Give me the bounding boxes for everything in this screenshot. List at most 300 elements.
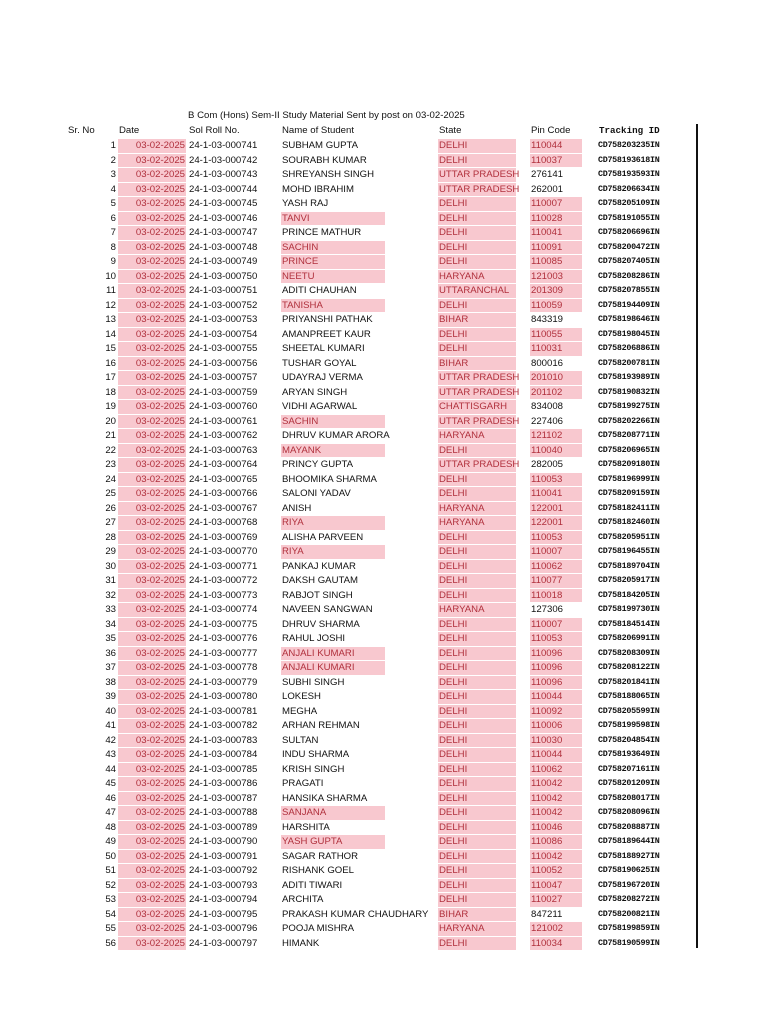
pin-code-cell: 110085 <box>530 255 582 269</box>
date-cell: 03-02-2025 <box>118 850 186 864</box>
tracking-id-cell: CD758205109IN <box>598 198 660 208</box>
roll-no-cell: 24-1-03-000744 <box>189 183 258 195</box>
state-cell: DELHI <box>438 342 516 356</box>
tracking-id-cell: CD758205599IN <box>598 705 660 716</box>
pin-code-cell: 201309 <box>530 284 582 298</box>
pin-code-cell: 110062 <box>530 763 582 777</box>
table-row <box>0 212 768 227</box>
tracking-id-cell: CD758205917IN <box>598 575 660 585</box>
date-cell: 03-02-2025 <box>118 212 186 226</box>
sr-no-cell: 28 <box>105 531 116 543</box>
table-row <box>0 502 768 517</box>
state-cell: DELHI <box>438 705 516 719</box>
student-name-cell: ARYAN SINGH <box>282 386 348 398</box>
date-cell: 03-02-2025 <box>118 705 186 719</box>
student-name-cell: YASH RAJ <box>282 198 329 209</box>
roll-no-cell: 24-1-03-000785 <box>189 763 258 775</box>
tracking-id-cell: CD758202266IN <box>598 415 660 426</box>
pin-code-cell: 201102 <box>530 386 582 400</box>
state-cell: DELHI <box>438 792 516 806</box>
sr-no-cell: 30 <box>105 560 116 572</box>
roll-no-cell: 24-1-03-000783 <box>189 734 258 746</box>
sr-no-cell: 10 <box>105 270 116 282</box>
roll-no-cell: 24-1-03-000787 <box>189 792 258 804</box>
roll-no-cell: 24-1-03-000749 <box>189 256 258 267</box>
pin-code-cell: 110091 <box>530 241 582 255</box>
state-cell: HARYANA <box>438 516 516 530</box>
tracking-id-cell: CD758200821IN <box>598 908 660 919</box>
roll-no-cell: 24-1-03-000766 <box>189 488 258 499</box>
table-row <box>0 226 768 241</box>
student-name-cell: PRAKASH KUMAR CHAUDHARY <box>282 908 429 920</box>
sr-no-cell: 26 <box>105 502 116 514</box>
state-cell: DELHI <box>438 473 516 487</box>
table-row <box>0 299 768 314</box>
tracking-id-cell: CD758201841IN <box>598 676 660 687</box>
date-cell: 03-02-2025 <box>118 719 186 733</box>
roll-no-cell: 24-1-03-000748 <box>189 241 258 253</box>
state-cell: DELHI <box>438 212 516 226</box>
table-row <box>0 545 768 560</box>
sr-no-cell: 17 <box>105 372 116 383</box>
pin-code-cell: 110044 <box>530 139 582 153</box>
date-cell: 03-02-2025 <box>118 313 186 327</box>
sr-no-cell: 49 <box>105 836 116 847</box>
tracking-id-cell: CD758182411IN <box>598 502 660 513</box>
date-cell: 03-02-2025 <box>118 545 186 559</box>
student-name-cell: ALISHA PARVEEN <box>282 531 364 543</box>
roll-no-cell: 24-1-03-000789 <box>189 821 258 833</box>
state-cell: DELHI <box>438 821 516 835</box>
pin-code-cell: 847211 <box>531 908 563 920</box>
date-cell: 03-02-2025 <box>118 864 186 878</box>
table-row <box>0 139 768 154</box>
pin-code-cell: 110055 <box>530 328 582 342</box>
tracking-id-cell: CD758207161IN <box>598 763 660 774</box>
date-cell: 03-02-2025 <box>118 603 186 617</box>
student-name-cell: KRISH SINGH <box>282 763 345 775</box>
roll-no-cell: 24-1-03-000794 <box>189 894 258 905</box>
student-name-cell: LOKESH <box>282 691 321 702</box>
sr-no-cell: 33 <box>105 604 116 615</box>
pin-code-cell: 122001 <box>530 502 582 516</box>
tracking-id-cell: CD758191055IN <box>598 212 660 223</box>
student-name-cell: POOJA MISHRA <box>282 923 354 934</box>
pin-code-cell: 262001 <box>531 183 564 195</box>
state-cell: DELHI <box>438 545 516 559</box>
tracking-id-cell: CD758184514IN <box>598 618 660 629</box>
table-row <box>0 473 768 488</box>
student-name-cell: SALONI YADAV <box>282 488 351 499</box>
table-row <box>0 357 768 372</box>
date-cell: 03-02-2025 <box>118 690 186 704</box>
tracking-id-cell: CD758209159IN <box>598 488 660 498</box>
tracking-id-cell: CD758199730IN <box>598 604 660 614</box>
table-row <box>0 328 768 343</box>
table-row <box>0 748 768 763</box>
table-row <box>0 574 768 589</box>
pin-code-cell: 110086 <box>530 835 582 849</box>
roll-no-cell: 24-1-03-000747 <box>189 227 258 238</box>
date-cell: 03-02-2025 <box>118 632 186 646</box>
state-cell: CHATTISGARH <box>438 400 516 414</box>
tracking-id-cell: CD758201209IN <box>598 778 660 788</box>
student-name-cell: VIDHI AGARWAL <box>282 401 358 412</box>
roll-no-cell: 24-1-03-000765 <box>189 473 258 485</box>
table-row <box>0 531 768 546</box>
state-cell: UTTARANCHAL <box>438 284 516 298</box>
roll-no-cell: 24-1-03-000751 <box>189 285 258 296</box>
student-name-cell: NEETU <box>281 270 385 284</box>
pin-code-cell: 110053 <box>530 473 582 487</box>
sr-no-cell: 13 <box>105 314 116 325</box>
state-cell: DELHI <box>438 139 516 153</box>
tracking-id-cell: CD758208096IN <box>598 807 660 817</box>
date-cell: 03-02-2025 <box>118 458 186 472</box>
state-cell: DELHI <box>438 835 516 849</box>
table-row <box>0 676 768 691</box>
table-row <box>0 821 768 836</box>
table-row <box>0 850 768 865</box>
pin-code-cell: 110047 <box>530 879 582 893</box>
pin-code-cell: 110007 <box>530 545 582 559</box>
tracking-id-cell: CD758198045IN <box>598 328 660 339</box>
pin-code-cell: 227406 <box>531 415 564 427</box>
roll-no-cell: 24-1-03-000777 <box>189 647 258 659</box>
date-cell: 03-02-2025 <box>118 835 186 849</box>
state-cell: DELHI <box>438 647 516 661</box>
roll-no-cell: 24-1-03-000768 <box>189 517 258 528</box>
state-cell: DELHI <box>438 937 516 951</box>
header-pin-code: Pin Code <box>531 125 571 136</box>
student-name-cell: RIYA <box>281 516 385 530</box>
pin-code-cell: 127306 <box>531 604 564 615</box>
date-cell: 03-02-2025 <box>118 661 186 675</box>
header-tracking-id: Tracking ID <box>599 125 660 136</box>
student-name-cell: MEGHA <box>282 705 318 717</box>
state-cell: HARYANA <box>438 429 516 443</box>
table-row <box>0 197 768 212</box>
student-name-cell: SAGAR RATHOR <box>282 850 359 862</box>
state-cell: UTTAR PRADESH <box>439 459 520 470</box>
state-cell: DELHI <box>438 328 516 342</box>
student-name-cell: TANVI <box>281 212 385 226</box>
date-cell: 03-02-2025 <box>118 357 186 371</box>
sr-no-cell: 7 <box>110 227 116 238</box>
state-cell: DELHI <box>438 806 516 820</box>
roll-no-cell: 24-1-03-000746 <box>189 212 258 224</box>
tracking-id-cell: CD758193649IN <box>598 749 660 759</box>
student-name-cell: HARSHITA <box>282 821 330 833</box>
student-name-cell: SACHIN <box>281 415 385 429</box>
sr-no-cell: 36 <box>105 647 116 659</box>
tracking-id-cell: CD758209180IN <box>598 459 660 469</box>
roll-no-cell: 24-1-03-000741 <box>189 140 258 151</box>
date-cell: 03-02-2025 <box>118 908 186 922</box>
sr-no-cell: 22 <box>105 444 116 456</box>
pin-code-cell: 110042 <box>530 850 582 864</box>
roll-no-cell: 24-1-03-000796 <box>189 923 258 934</box>
tracking-id-cell: CD758196720IN <box>598 879 660 890</box>
roll-no-cell: 24-1-03-000743 <box>189 169 258 180</box>
tracking-id-cell: CD758208122IN <box>598 662 660 672</box>
roll-no-cell: 24-1-03-000760 <box>189 401 258 412</box>
table-row <box>0 908 768 923</box>
table-row <box>0 922 768 937</box>
tracking-id-cell: CD758184205IN <box>598 589 660 600</box>
date-cell: 03-02-2025 <box>118 748 186 762</box>
roll-no-cell: 24-1-03-000753 <box>189 314 258 325</box>
pin-code-cell: 110096 <box>530 647 582 661</box>
pin-code-cell: 110042 <box>530 777 582 791</box>
student-name-cell: PRINCE MATHUR <box>282 227 362 238</box>
tracking-id-cell: CD758196999IN <box>598 473 660 484</box>
tracking-id-cell: CD758207855IN <box>598 285 660 295</box>
table-row <box>0 241 768 256</box>
pin-code-cell: 110007 <box>530 618 582 632</box>
tracking-id-cell: CD758198646IN <box>598 314 660 324</box>
state-cell: UTTAR PRADESH <box>439 372 520 383</box>
date-cell: 03-02-2025 <box>118 589 186 603</box>
sr-no-cell: 18 <box>105 386 116 398</box>
roll-no-cell: 24-1-03-000754 <box>189 328 258 340</box>
student-name-cell: RAHUL JOSHI <box>282 633 346 644</box>
roll-no-cell: 24-1-03-000761 <box>189 415 258 427</box>
sr-no-cell: 40 <box>105 705 116 717</box>
table-row <box>0 879 768 894</box>
sr-no-cell: 19 <box>105 401 116 412</box>
sr-no-cell: 29 <box>105 546 116 557</box>
pin-code-cell: 110077 <box>530 574 582 588</box>
student-name-cell: PRAGATI <box>282 778 324 789</box>
state-cell: DELHI <box>438 487 516 501</box>
pin-code-cell: 121102 <box>530 429 582 443</box>
date-cell: 03-02-2025 <box>118 893 186 907</box>
header-date: Date <box>119 125 140 136</box>
tracking-id-cell: CD758200781IN <box>598 357 660 368</box>
tracking-id-cell: CD758193618IN <box>598 154 660 165</box>
state-cell: UTTAR PRADESH <box>439 183 520 195</box>
student-name-cell: SULTAN <box>282 734 319 746</box>
tracking-id-cell: CD758207405IN <box>598 256 660 266</box>
pin-code-cell: 121003 <box>530 270 582 284</box>
table-row <box>0 618 768 633</box>
tracking-id-cell: CD758206696IN <box>598 227 660 237</box>
tracking-id-cell: CD758193989IN <box>598 372 660 382</box>
tracking-id-cell: CD758188927IN <box>598 850 660 861</box>
roll-no-cell: 24-1-03-000763 <box>189 444 258 456</box>
sr-no-cell: 39 <box>105 691 116 702</box>
date-cell: 03-02-2025 <box>118 284 186 298</box>
state-cell: DELHI <box>438 618 516 632</box>
pin-code-cell: 110096 <box>530 676 582 690</box>
date-cell: 03-02-2025 <box>118 734 186 748</box>
sr-no-cell: 12 <box>105 299 116 311</box>
table-row <box>0 516 768 531</box>
date-cell: 03-02-2025 <box>118 386 186 400</box>
date-cell: 03-02-2025 <box>118 270 186 284</box>
date-cell: 03-02-2025 <box>118 922 186 936</box>
state-cell: DELHI <box>438 879 516 893</box>
student-name-cell: AMANPREET KAUR <box>282 328 371 340</box>
tracking-id-cell: CD758182460IN <box>598 517 660 527</box>
sr-no-cell: 3 <box>110 169 116 180</box>
header-sr-no: Sr. No <box>68 125 95 136</box>
state-cell: DELHI <box>438 734 516 748</box>
student-name-cell: BHOOMIKA SHARMA <box>282 473 377 485</box>
student-name-cell: DHRUV SHARMA <box>282 618 360 630</box>
student-table <box>0 139 768 951</box>
tracking-id-cell: CD758200472IN <box>598 241 660 252</box>
student-name-cell: ADITI CHAUHAN <box>282 285 357 296</box>
pin-code-cell: 110006 <box>530 719 582 733</box>
sr-no-cell: 52 <box>105 879 116 891</box>
pin-code-cell: 110062 <box>530 560 582 574</box>
tracking-id-cell: CD758208286IN <box>598 270 660 281</box>
tracking-id-cell: CD758208017IN <box>598 792 660 803</box>
state-cell: DELHI <box>438 444 516 458</box>
sr-no-cell: 23 <box>105 459 116 470</box>
state-cell: HARYANA <box>438 603 516 617</box>
table-row <box>0 487 768 502</box>
sr-no-cell: 24 <box>105 473 116 485</box>
sr-no-cell: 1 <box>110 140 116 151</box>
sr-no-cell: 14 <box>105 328 116 340</box>
date-cell: 03-02-2025 <box>118 777 186 791</box>
pin-code-cell: 800016 <box>531 357 564 369</box>
state-cell: DELHI <box>438 226 516 240</box>
student-name-cell: UDAYRAJ VERMA <box>282 372 363 383</box>
student-name-cell: SHEETAL KUMARI <box>282 343 365 354</box>
student-name-cell: PRIYANSHI PATHAK <box>282 314 373 325</box>
state-cell: DELHI <box>438 574 516 588</box>
tracking-id-cell: CD758189644IN <box>598 836 660 846</box>
table-row <box>0 937 768 952</box>
table-row <box>0 255 768 270</box>
sr-no-cell: 16 <box>105 357 116 369</box>
state-cell: HARYANA <box>438 502 516 516</box>
pin-code-cell: 110053 <box>530 531 582 545</box>
state-cell: UTTAR PRADESH <box>439 386 520 398</box>
pin-code-cell: 282005 <box>531 459 564 470</box>
roll-no-cell: 24-1-03-000778 <box>189 662 258 673</box>
state-cell: DELHI <box>438 531 516 545</box>
pin-code-cell: 276141 <box>531 169 564 180</box>
sr-no-cell: 55 <box>105 923 116 934</box>
sr-no-cell: 32 <box>105 589 116 601</box>
state-cell: BIHAR <box>438 908 516 922</box>
roll-no-cell: 24-1-03-000782 <box>189 720 258 731</box>
roll-no-cell: 24-1-03-000790 <box>189 836 258 847</box>
student-name-cell: SACHIN <box>281 241 385 255</box>
tracking-id-cell: CD758190625IN <box>598 865 660 875</box>
pin-code-cell: 201010 <box>530 371 582 385</box>
student-name-cell: TANISHA <box>281 299 385 313</box>
table-row <box>0 168 768 183</box>
sr-no-cell: 50 <box>105 850 116 862</box>
student-name-cell: RABJOT SINGH <box>282 589 353 601</box>
student-name-cell: MAYANK <box>281 444 385 458</box>
roll-no-cell: 24-1-03-000793 <box>189 879 258 891</box>
state-cell: HARYANA <box>438 922 516 936</box>
pin-code-cell: 110031 <box>530 342 582 356</box>
state-cell: DELHI <box>438 661 516 675</box>
state-cell: DELHI <box>438 632 516 646</box>
date-cell: 03-02-2025 <box>118 255 186 269</box>
tracking-id-cell: CD758188065IN <box>598 691 660 701</box>
student-name-cell: INDU SHARMA <box>282 749 350 760</box>
date-cell: 03-02-2025 <box>118 415 186 429</box>
sr-no-cell: 15 <box>105 343 116 354</box>
table-row <box>0 342 768 357</box>
student-name-cell: ADITI TIWARI <box>282 879 343 891</box>
roll-no-cell: 24-1-03-000742 <box>189 154 258 166</box>
student-name-cell: SANJANA <box>281 806 385 820</box>
student-name-cell: ARCHITA <box>282 894 324 905</box>
pin-code-cell: 110037 <box>530 154 582 168</box>
date-cell: 03-02-2025 <box>118 299 186 313</box>
sr-no-cell: 37 <box>105 662 116 673</box>
state-cell: DELHI <box>438 676 516 690</box>
roll-no-cell: 24-1-03-000772 <box>189 575 258 586</box>
date-cell: 03-02-2025 <box>118 400 186 414</box>
roll-no-cell: 24-1-03-000759 <box>189 386 258 398</box>
table-row <box>0 589 768 604</box>
state-cell: DELHI <box>438 560 516 574</box>
date-cell: 03-02-2025 <box>118 763 186 777</box>
state-cell: BIHAR <box>438 357 516 371</box>
roll-no-cell: 24-1-03-000781 <box>189 705 258 717</box>
sr-no-cell: 6 <box>110 212 116 224</box>
student-name-cell: SOURABH KUMAR <box>282 154 367 166</box>
pin-code-cell: 843319 <box>531 314 564 325</box>
roll-no-cell: 24-1-03-000779 <box>189 676 258 688</box>
state-cell: DELHI <box>438 719 516 733</box>
pin-code-cell: 110042 <box>530 792 582 806</box>
state-cell: DELHI <box>438 589 516 603</box>
student-name-cell: SHREYANSH SINGH <box>282 169 375 180</box>
roll-no-cell: 24-1-03-000773 <box>189 589 258 601</box>
student-name-cell: SUBHAM GUPTA <box>282 140 359 151</box>
sr-no-cell: 41 <box>105 720 116 731</box>
student-name-cell: TUSHAR GOYAL <box>282 357 357 369</box>
roll-no-cell: 24-1-03-000752 <box>189 299 258 311</box>
tracking-id-cell: CD758196455IN <box>598 546 660 556</box>
roll-no-cell: 24-1-03-000791 <box>189 850 258 862</box>
pin-code-cell: 110030 <box>530 734 582 748</box>
pin-code-cell: 110044 <box>530 748 582 762</box>
roll-no-cell: 24-1-03-000767 <box>189 502 258 514</box>
date-cell: 03-02-2025 <box>118 168 186 182</box>
state-cell: DELHI <box>438 864 516 878</box>
tracking-id-cell: CD758199598IN <box>598 720 660 730</box>
table-row <box>0 415 768 430</box>
pin-code-cell: 110040 <box>530 444 582 458</box>
date-cell: 03-02-2025 <box>118 241 186 255</box>
roll-no-cell: 24-1-03-000775 <box>189 618 258 630</box>
sr-no-cell: 5 <box>110 198 116 209</box>
table-row <box>0 690 768 705</box>
pin-code-cell: 110041 <box>530 487 582 501</box>
student-name-cell: ARHAN REHMAN <box>282 720 360 731</box>
sr-no-cell: 51 <box>105 865 116 876</box>
table-row <box>0 647 768 662</box>
tracking-id-cell: CD758208887IN <box>598 821 660 832</box>
table-row <box>0 386 768 401</box>
document-title: B Com (Hons) Sem-II Study Material Sent by post on 03-02-2025 <box>188 110 465 121</box>
tracking-id-cell: CD758206965IN <box>598 444 660 455</box>
date-cell: 03-02-2025 <box>118 502 186 516</box>
